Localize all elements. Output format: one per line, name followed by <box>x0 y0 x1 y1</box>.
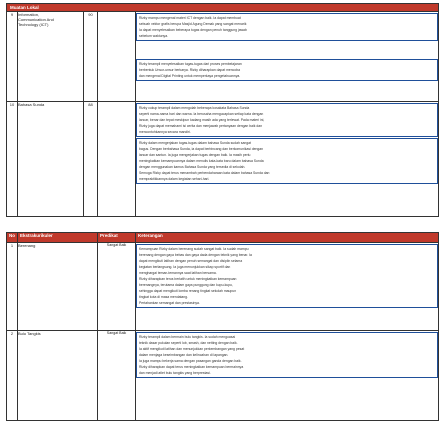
description-line: dengan menggunakan kamus Bahasa Sunda yang tersedia di sekolah. <box>139 165 246 169</box>
subject-name <box>18 12 84 102</box>
predicate: Sangat Baik <box>98 331 136 421</box>
row-number: 2 <box>7 331 18 421</box>
header-extracurricular: Ekstrakurikuler <box>18 233 98 243</box>
predicate-cell <box>98 102 136 217</box>
knowledge-description <box>136 103 438 137</box>
description-line: Rizky terampil dalam bermain bulu tangkis. Ia sudah menguasai <box>139 335 236 339</box>
description-line: mencontohkannya secara mandiri. <box>139 130 191 134</box>
subject-name <box>18 102 84 217</box>
table-row <box>7 12 439 102</box>
description-line: Rizky juga dapat memahami isi cerita dan menjawab pertanyaan dengan baik dan <box>139 124 263 128</box>
description-line: dan mengenal Digital Printing untuk memperkaya pengetahuannya. <box>139 74 241 78</box>
extracurricular-header-row <box>7 233 439 243</box>
description-line: Ia dapat menyelesaikan beberapa tugas dengan penuh tanggung jawab <box>139 28 247 32</box>
description-line: lancar dan santun. Ia juga mengerjakan tugas dengan baik. Ia masih perlu <box>139 153 251 157</box>
description-line: sebuah vektor grafis berupa Masjid Agung Demak yang sangat menarik <box>139 22 247 26</box>
description-cell <box>136 331 439 421</box>
header-description: Keterangan <box>136 233 439 243</box>
description-line: Pertahankan semangat dan prestasinya. <box>139 301 200 305</box>
score: 90 <box>84 12 98 102</box>
row-number: 10 <box>7 102 18 217</box>
description-line: sebelum waktunya. <box>139 34 169 38</box>
table-row <box>7 331 439 421</box>
predicate: Sangat Baik <box>98 243 136 331</box>
predicate-cell <box>98 12 136 102</box>
header-no: No <box>7 233 18 243</box>
description-line: dan menjadi atlet bulu tangkis yang berprestasi. <box>139 371 211 375</box>
local-content-table <box>6 3 439 217</box>
description-line: Rizky diharapkan dapat terus meningkatkan kemampuan bermainnya <box>139 365 244 369</box>
description-line: Ia aktif mengikuti latihan dan menunjukkan perkembangan yang pesat <box>139 347 245 351</box>
skill-description <box>136 59 438 81</box>
description-line: Semoga Rizky dapat terus menambah perbendaharaan kata dalam bahasa Sunda dan <box>139 171 270 175</box>
skill-description <box>136 138 438 184</box>
description-line: berbentuk Unsur-unsur berkarya. Rizky diharapkan dapat mencoba <box>139 68 241 72</box>
subject-line: Bahasa Sunda <box>18 102 45 107</box>
description-line: Rizky dalam mengerjakan tugas-tugas dalam bahasa Sunda sudah sangat <box>139 141 251 145</box>
description-line: menghargai teman-temannya saat latihan bersama. <box>139 271 217 275</box>
description-line: teknik dasar pukulan seperti lob, smash, dan netting dengan baik. <box>139 341 238 345</box>
extracurricular-table <box>6 232 439 421</box>
section-header <box>7 4 439 12</box>
table-row <box>7 243 439 331</box>
description-line: mempraktikkannya dalam kegiatan sehari-hari. <box>139 177 210 181</box>
section-header-title: Muatan Lokal <box>10 5 39 10</box>
description-line: lancar, benar dan tepat meskipun kadang masih ada yang terlewat. Pada materi ini, <box>139 118 265 122</box>
knowledge-description <box>136 13 438 41</box>
description-line: meningkatkan kemampuannya dalam menulis kata-kata baru dalam bahasa Sunda <box>139 159 264 163</box>
score: 88 <box>84 102 98 217</box>
subject-line: Communication And <box>18 17 54 22</box>
description-cell <box>136 243 439 331</box>
description-line: Rizky terampil menyelesaikan tugas-tugas dari proses pembelajaran <box>139 62 242 66</box>
description-line: Rizky cukup terampil dalam mengolah beberapa kosakata Bahasa Sunda <box>139 106 250 110</box>
extracurricular-description <box>136 332 438 378</box>
description-cell <box>136 12 439 102</box>
row-number: 9 <box>7 12 18 102</box>
subject-line: Technology (ICT) <box>18 22 49 27</box>
description-line: berenang dengan gaya bebas dan gaya dada dengan teknik yang benar. Ia <box>139 253 252 257</box>
extracurricular-name: Berenang <box>18 243 98 331</box>
description-line: sehingga dapat mengikuti lomba renang tingkat sekolah maupun <box>139 289 237 293</box>
description-line: Rizky diharapkan terus berlatih untuk meningkatkan kemampuan <box>139 277 237 281</box>
table-row <box>7 102 439 217</box>
description-line: Ia juga mampu bekerja sama dengan pasangan ganda dengan baik. <box>139 359 242 363</box>
extracurricular-name: Bulu Tangkis <box>18 331 98 421</box>
description-line: kegiatan berlangsung. Ia juga menunjukkan sikap sportif dan <box>139 265 231 269</box>
extracurricular-description <box>136 244 438 308</box>
description-line: berenangnya, terutama dalam gaya punggung dan kupu-kupu, <box>139 283 233 287</box>
description-line: Kemampuan Rizky dalam berenang sudah sangat baik. Ia sudah mampu <box>139 247 249 251</box>
subject-line: Information, <box>18 12 40 17</box>
description-line: bagus. Dengan berbahasa Sunda, ia dapat berbincang dan berkomunikasi dengan <box>139 147 264 151</box>
description-line: dalam menjaga keseimbangan dan kelincahan di lapangan. <box>139 353 229 357</box>
header-predicate: Predikat <box>98 233 136 243</box>
description-cell <box>136 102 439 217</box>
description-line: seperti nama-nama hari dan warna. Ia berusaha mengucapkan setiap kata dengan <box>139 112 264 116</box>
row-number: 1 <box>7 243 18 331</box>
description-line: Rizky mampu mengenal materi ICT dengan baik. Ia dapat membuat <box>139 16 241 20</box>
description-line: dapat mengikuti latihan dengan penuh semangat dan disiplin selama <box>139 259 243 263</box>
description-line: tingkat kota di masa mendatang. <box>139 295 189 299</box>
